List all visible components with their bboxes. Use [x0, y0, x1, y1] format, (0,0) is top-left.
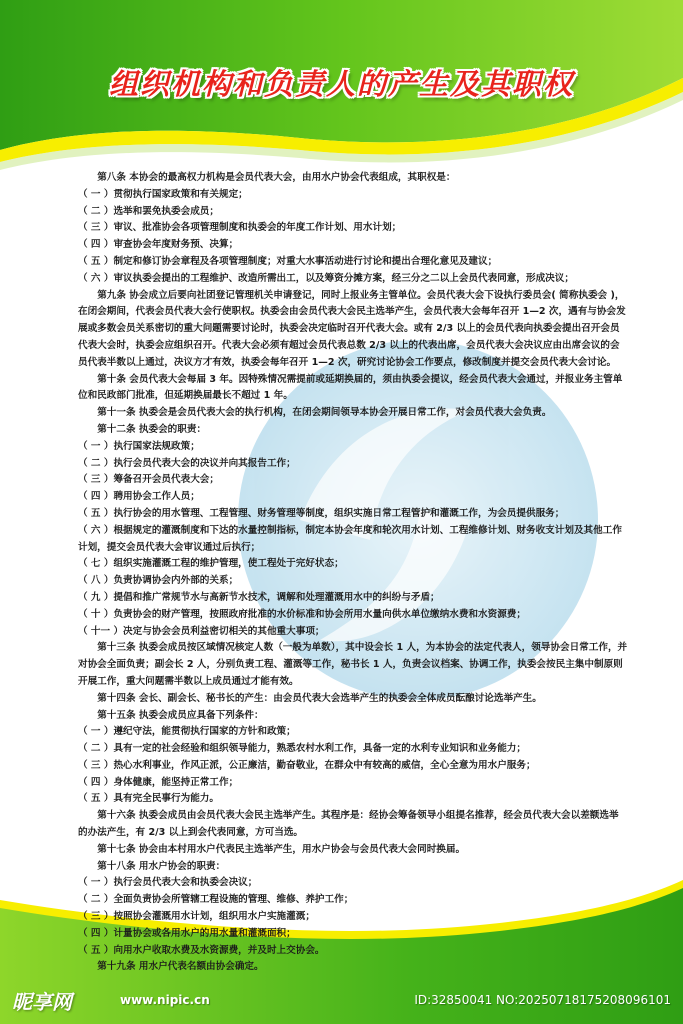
list-item: （ 五 ）具有完全民事行为能力。: [78, 793, 219, 805]
list-item: （ 二 ）选举和罢免执委会成员；: [78, 205, 219, 217]
list-item: （ 二 ）具有一定的社会经验和组织领导能力，熟悉农村水利工作，具备一定的水利专业知识和业务能力；: [78, 743, 526, 755]
watermark-id: ID:32850041 NO:20250718175208096101: [414, 993, 671, 1007]
list-item: （ 十一 ）决定与协会会员利益密切相关的其他重大事项；: [78, 625, 325, 637]
list-item: （ 五 ）执行协会的用水管理、工程管理、财务管理等制度，组织实施日常工程管护和灌溉工作，为会员提供服务；: [78, 507, 565, 519]
list-item: （ 七 ）组织实施灌溉工程的维护管理，使工程处于完好状态；: [78, 558, 344, 570]
article-paragraph: 第十三条 执委会成员按区域情况核定人数（一般为单数），其中设会长 1 人，为本协会的法定代表人，领导协会日常工作，并对协会全面负责；副会长 2 人，分别负责工程、灌溉等工作，秘书长 1 人，负责会议档案、协调工作，执委会按民主集中制原则开展工作，重大问题需半数以上成员通过才能有效。: [78, 642, 628, 687]
list-item: （ 二 ）全面负责协会所管辖工程设施的管理、维修、养护工作；: [78, 894, 354, 906]
list-item: （ 一 ）贯彻执行国家政策和有关规定；: [78, 188, 248, 200]
article-paragraph: 第十七条 协会由本村用水户代表民主选举产生，用水户协会与会员代表大会同时换届。: [97, 843, 466, 855]
article-paragraph: 第十一条 执委会是会员代表大会的执行机构，在闭会期间领导本协会开展日常工作，对会员代表大会负责。: [97, 407, 552, 419]
list-item: （ 五 ）制定和修订协会章程及各项管理制度；对重大水事活动进行讨论和提出合理化意见及建议；: [78, 255, 498, 267]
page-title: 组织机构和负责人的产生及其职权: [108, 67, 574, 101]
article-paragraph: 第十条 会员代表大会每届 3 年。因特殊情况需提前或延期换届的，须由执委会提议，经会员代表大会通过，并报业务主管单位和民政部门批准，但延期换届最长不超过 1 年。: [78, 373, 623, 402]
article-paragraph: 第十四条 会长、副会长、秘书长的产生：由会员代表大会选举产生的执委会全体成员酝酿讨论选举产生。: [97, 692, 542, 704]
list-item: （ 四 ）计量协会或各用水户的用水量和灌溉面积；: [78, 927, 296, 939]
list-item: （ 一 ）遵纪守法，能贯彻执行国家的方针和政策；: [78, 726, 296, 738]
list-item: （ 十 ）负责协会的财产管理，按照政府批准的水价标准和协会所用水量向供水单位缴纳水费和水资源费；: [78, 608, 526, 620]
article-paragraph: 第九条 协会成立后要向社团登记管理机关申请登记，同时上报业务主管单位。会员代表大会下设执行委员会( 简称执委会 )，在闭会期间，代表会员代表大会行使职权。执委会由会员代表大会民主选举产生，会员代表大会每年召开 1—2 次，遇有与协会发展或多数会员关系密切的重大问题需要讨论时，执委会决定临时召开代表大会。或有 2/3 以上的会员代表向执委会提出召开会员代表大会时，执委会应组织召开。代表大会必须有超过会员代表总数 2/3 以上的代表出席，会员代表大会决议应由出席会议的会员代表半数以上通过，决议方才有效，执委会每年召开 1—2 次，研究讨论协会工作要点，修改制度并提交会员代表大会讨论。: [78, 289, 626, 368]
list-item: （ 一 ）执行会员代表大会和执委会决议；: [78, 877, 258, 889]
article-paragraph: 第八条 本协会的最高权力机构是会员代表大会，由用水户协会代表组成，其职权是：: [97, 172, 456, 183]
list-item: （ 三 ）审议、批准协会各项管理制度和执委会的年度工作计划、用水计划；: [78, 222, 402, 234]
article-body: [78, 170, 628, 976]
list-item: （ 八 ）负责协调协会内外部的关系；: [78, 575, 239, 587]
article-paragraph: 第十九条 用水户代表名额由协会确定。: [97, 961, 264, 973]
list-item: （ 四 ）聘用协会工作人员；: [78, 491, 200, 503]
list-item: （ 五 ）向用水户收取水费及水资源费，并及时上交协会。: [78, 944, 325, 956]
article-paragraph: 第十二条 执委会的职责：: [97, 423, 207, 435]
list-item: （ 九 ）提倡和推广常规节水与高新节水技术，调解和处理灌溉用水中的纠纷与矛盾；: [78, 591, 440, 603]
article-paragraph: 第十八条 用水户协会的职责：: [97, 860, 226, 872]
list-item: （ 二 ）执行会员代表大会的决议并向其报告工作；: [78, 457, 296, 469]
article-paragraph: 第十五条 执委会成员应具备下列条件：: [97, 709, 264, 721]
list-item: （ 一 ）执行国家法规政策；: [78, 440, 200, 452]
list-item: （ 三 ）热心水利事业，作风正派，公正廉洁，勤奋敬业，在群众中有较高的威信，全心全意为用水户服务；: [78, 759, 536, 771]
watermark-brand: 昵享网: [12, 990, 72, 1014]
article-paragraph: 第十六条 执委会成员由会员代表大会民主选举产生。其程序是：经协会筹备领导小组提名推荐，经会员代表大会以差额选举的办法产生，有 2/3 以上到会代表同意，方可当选。: [78, 810, 619, 839]
watermark-url: www.nipic.cn: [120, 993, 210, 1007]
list-item: （ 四 ）审查协会年度财务预、决算；: [78, 239, 239, 251]
list-item: （ 六 ）根据规定的灌溉制度和下达的水量控制指标，制定本协会年度和轮次用水计划、工程维修计划、财务收支计划及其他工作计划，提交会员代表大会审议通过后执行；: [78, 524, 622, 553]
list-item: （ 四 ）身体健康，能坚持正常工作；: [78, 776, 239, 788]
list-item: （ 三 ）筹备召开会员代表大会；: [78, 474, 219, 486]
list-item: （ 六 ）审议执委会提出的工程维护、改造所需出工，以及筹资分摊方案，经三分之二以上会员代表同意，形成决议；: [78, 272, 574, 284]
list-item: （ 三 ）按照协会灌溉用水计划，组织用水户实施灌溉；: [78, 911, 315, 923]
